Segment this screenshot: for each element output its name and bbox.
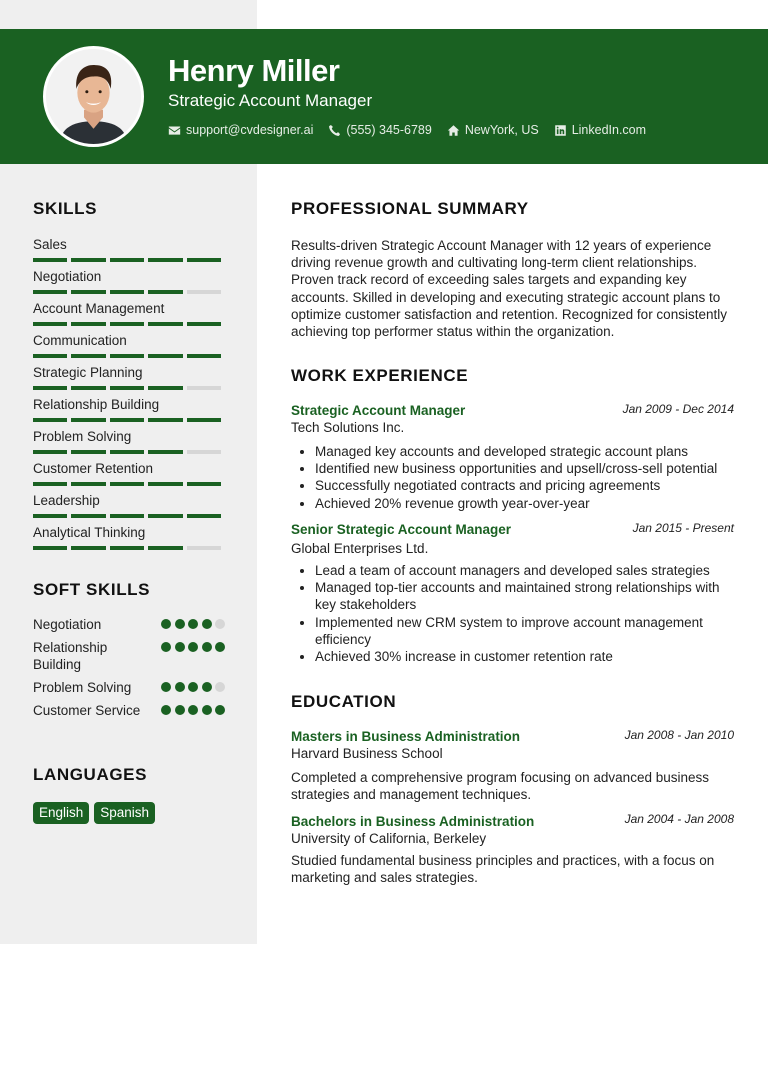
- skill-segment-filled: [187, 354, 221, 358]
- skill-segment-filled: [33, 290, 67, 294]
- skill-segment-filled: [187, 322, 221, 326]
- skill-segment-filled: [71, 290, 105, 294]
- skill-segment-empty: [187, 450, 221, 454]
- soft-skill-item: [33, 639, 225, 673]
- degree-dates: Jan 2008 - Jan 2010: [624, 728, 734, 742]
- candidate-name: Henry Miller: [168, 53, 340, 88]
- rating-dot-empty: [215, 619, 225, 629]
- skill-name: Customer Retention: [33, 461, 154, 476]
- skill-segment-empty: [187, 386, 221, 390]
- contact-linkedin-text: LinkedIn.com: [571, 123, 647, 137]
- rating-dot-filled: [175, 682, 185, 692]
- languages-list: [33, 802, 155, 824]
- rating-dot-filled: [215, 705, 225, 715]
- job-bullet: Successfully negotiated contracts and pricing agreements: [297, 477, 737, 494]
- rating-dot-filled: [188, 682, 198, 692]
- contact-bar: [168, 123, 646, 137]
- rating-dot-filled: [161, 619, 171, 629]
- skill-segment-filled: [110, 482, 144, 486]
- job-title: Senior Strategic Account Manager: [291, 522, 512, 537]
- avatar: [43, 46, 144, 147]
- skill-segment-filled: [110, 322, 144, 326]
- skill-level-bar: [33, 290, 223, 294]
- job-bullet: Achieved 20% revenue growth year-over-year: [297, 495, 737, 512]
- rating-dot-filled: [202, 705, 212, 715]
- skill-name: Communication: [33, 333, 127, 348]
- skill-item: [33, 237, 223, 269]
- skill-name: Strategic Planning: [33, 365, 143, 380]
- skill-name: Sales: [33, 237, 67, 252]
- skill-segment-filled: [187, 514, 221, 518]
- skill-segment-filled: [71, 514, 105, 518]
- skill-name: Negotiation: [33, 269, 102, 284]
- soft-skill-name: Negotiation: [33, 617, 102, 632]
- skill-name: Leadership: [33, 493, 100, 508]
- education-heading: EDUCATION: [291, 692, 397, 711]
- skill-segment-filled: [148, 546, 182, 550]
- skill-segment-filled: [148, 514, 182, 518]
- skill-segment-filled: [148, 386, 182, 390]
- skill-segment-filled: [110, 354, 144, 358]
- skill-segment-filled: [148, 482, 182, 486]
- skill-level-bar: [33, 546, 223, 550]
- summary-heading: PROFESSIONAL SUMMARY: [291, 199, 529, 218]
- skills-heading: SKILLS: [33, 199, 98, 218]
- degree-description: Studied fundamental business principles and practices, with a focus on marketing and sales strategies.: [291, 853, 715, 886]
- skill-segment-filled: [187, 418, 221, 422]
- skill-item: [33, 397, 223, 429]
- language-badge: English: [33, 802, 89, 824]
- phone-icon: [328, 124, 341, 137]
- language-badge: Spanish: [94, 802, 155, 824]
- job-bullet: Lead a team of account managers and developed sales strategies: [297, 562, 737, 579]
- rating-dot-filled: [202, 619, 212, 629]
- skill-segment-filled: [33, 418, 67, 422]
- skill-segment-filled: [71, 386, 105, 390]
- soft-skills-heading: SOFT SKILLS: [33, 580, 151, 599]
- skill-name: Analytical Thinking: [33, 525, 146, 540]
- skill-segment-filled: [33, 386, 67, 390]
- skill-segment-filled: [33, 354, 67, 358]
- skill-segment-filled: [110, 514, 144, 518]
- rating-dot-filled: [202, 642, 212, 652]
- home-icon: [447, 124, 460, 137]
- rating-dot-filled: [188, 705, 198, 715]
- skill-segment-filled: [71, 450, 105, 454]
- school-name: Harvard Business School: [291, 746, 443, 761]
- candidate-title: Strategic Account Manager: [168, 91, 373, 110]
- skill-segment-filled: [110, 290, 144, 294]
- degree-title: Bachelors in Business Administration: [291, 814, 535, 829]
- skill-segment-filled: [33, 514, 67, 518]
- contact-phone[interactable]: [328, 123, 431, 137]
- rating-dot-filled: [161, 705, 171, 715]
- rating-dot-filled: [188, 642, 198, 652]
- job-company: Tech Solutions Inc.: [291, 420, 405, 435]
- soft-skill-item: [33, 702, 225, 719]
- skill-level-bar: [33, 482, 223, 486]
- linkedin-icon: [554, 124, 567, 137]
- soft-skill-item: [33, 616, 225, 633]
- languages-heading: LANGUAGES: [33, 765, 148, 784]
- skill-segment-filled: [71, 418, 105, 422]
- job-bullet: Implemented new CRM system to improve account management efficiency: [297, 614, 737, 648]
- skill-item: [33, 365, 223, 397]
- skill-segment-filled: [187, 482, 221, 486]
- experience-heading: WORK EXPERIENCE: [291, 366, 469, 385]
- rating-dot-filled: [161, 642, 171, 652]
- skill-segment-filled: [148, 258, 182, 262]
- job-title: Strategic Account Manager: [291, 403, 466, 418]
- skill-segment-filled: [148, 450, 182, 454]
- skill-level-bar: [33, 450, 223, 454]
- skill-item: [33, 493, 223, 525]
- skill-item: [33, 333, 223, 365]
- skill-segment-filled: [71, 482, 105, 486]
- skill-segment-filled: [110, 258, 144, 262]
- skill-segment-filled: [110, 418, 144, 422]
- skill-name: Problem Solving: [33, 429, 132, 444]
- skill-segment-filled: [33, 546, 67, 550]
- skill-level-bar: [33, 418, 223, 422]
- rating-dot-filled: [188, 619, 198, 629]
- skill-segment-filled: [148, 290, 182, 294]
- contact-location-text: NewYork, US: [464, 123, 539, 137]
- skill-segment-filled: [33, 322, 67, 326]
- skill-item: [33, 301, 223, 333]
- skill-name: Relationship Building: [33, 397, 160, 412]
- rating-dot-empty: [215, 682, 225, 692]
- skill-segment-filled: [110, 546, 144, 550]
- skill-segment-filled: [71, 546, 105, 550]
- soft-skill-rating: [161, 702, 225, 715]
- soft-skill-item: [33, 679, 225, 696]
- soft-skills-list: [33, 616, 225, 725]
- soft-skill-rating: [161, 639, 225, 652]
- contact-email[interactable]: [168, 123, 313, 137]
- skill-segment-filled: [148, 322, 182, 326]
- skill-segment-filled: [110, 450, 144, 454]
- contact-phone-text: (555) 345-6789: [346, 123, 432, 137]
- rating-dot-filled: [215, 642, 225, 652]
- skill-item: [33, 429, 223, 461]
- degree-title: Masters in Business Administration: [291, 729, 521, 744]
- degree-description: Completed a comprehensive program focusing on advanced business strategies and management techniques.: [291, 770, 709, 803]
- rating-dot-filled: [175, 619, 185, 629]
- skill-segment-filled: [110, 386, 144, 390]
- avatar-portrait-icon: [46, 49, 141, 144]
- job-dates: Jan 2009 - Dec 2014: [622, 402, 734, 416]
- skill-level-bar: [33, 386, 223, 390]
- skill-level-bar: [33, 258, 223, 262]
- soft-skill-name: Problem Solving: [33, 680, 132, 695]
- skill-segment-filled: [187, 258, 221, 262]
- job-company: Global Enterprises Ltd.: [291, 541, 429, 556]
- skill-segment-filled: [33, 482, 67, 486]
- soft-skill-rating: [161, 616, 225, 629]
- skill-segment-empty: [187, 290, 221, 294]
- skill-level-bar: [33, 322, 223, 326]
- rating-dot-filled: [161, 682, 171, 692]
- skills-list: [33, 237, 223, 557]
- skill-segment-filled: [148, 354, 182, 358]
- job-bullets: [297, 562, 737, 665]
- contact-linkedin[interactable]: [554, 123, 646, 137]
- job-dates: Jan 2015 - Present: [632, 521, 734, 535]
- skill-segment-filled: [33, 258, 67, 262]
- skill-segment-filled: [71, 322, 105, 326]
- rating-dot-filled: [202, 682, 212, 692]
- school-name: University of California, Berkeley: [291, 831, 487, 846]
- contact-location: [447, 123, 539, 137]
- envelope-icon: [168, 124, 181, 137]
- skill-level-bar: [33, 354, 223, 358]
- soft-skill-name: Relationship Building: [33, 640, 108, 672]
- skill-level-bar: [33, 514, 223, 518]
- skill-segment-filled: [148, 418, 182, 422]
- skill-item: [33, 269, 223, 301]
- skill-segment-filled: [71, 354, 105, 358]
- skill-segment-empty: [187, 546, 221, 550]
- job-bullet: Managed top-tier accounts and maintained strong relationships with key stakeholders: [297, 579, 737, 613]
- skill-name: Account Management: [33, 301, 165, 316]
- contact-email-text: support@cvdesigner.ai: [186, 123, 314, 137]
- job-bullet: Identified new business opportunities and upsell/cross-sell potential: [297, 460, 737, 477]
- job-bullet: Managed key accounts and developed strategic account plans: [297, 443, 737, 460]
- skill-segment-filled: [71, 258, 105, 262]
- rating-dot-filled: [175, 642, 185, 652]
- skill-segment-filled: [33, 450, 67, 454]
- rating-dot-filled: [175, 705, 185, 715]
- job-bullet: Achieved 30% increase in customer retention rate: [297, 648, 737, 665]
- skill-item: [33, 525, 223, 557]
- job-bullets: [297, 443, 737, 512]
- skill-item: [33, 461, 223, 493]
- summary-text: Results-driven Strategic Account Manager with 12 years of experience driving revenue growth and cultivating long-term client relationships. Proven track record of exceeding sales targets and expanding key accounts. Skilled in developing and executing strategic account plans to optimize customer satisfaction and retention. Recognized for consistently achieving top performer status within the organization.: [291, 238, 727, 340]
- soft-skill-rating: [161, 679, 225, 692]
- soft-skill-name: Customer Service: [33, 703, 141, 718]
- degree-dates: Jan 2004 - Jan 2008: [624, 812, 734, 826]
